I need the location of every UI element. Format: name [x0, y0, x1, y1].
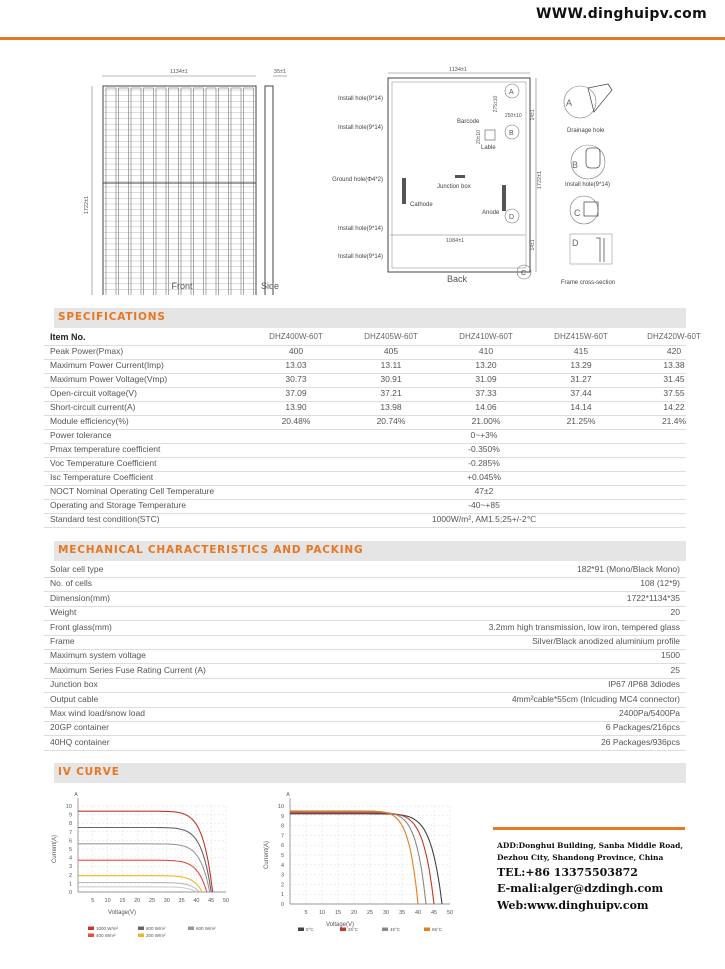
- mechanical-label: Maximum Series Fuse Rating Current (A): [50, 664, 206, 675]
- model-col: DHZ420W-60T: [647, 332, 701, 341]
- spec-value: 21.00%: [471, 416, 501, 426]
- legend-label: 65°C: [432, 927, 443, 932]
- y-tick-label: 9: [280, 813, 284, 820]
- mechanical-row: [44, 593, 686, 607]
- mechanical-row: [44, 722, 686, 736]
- legend-swatch: [340, 928, 346, 932]
- address-line-1: ADD:Donghui Building, Sanba Middle Road,: [497, 841, 683, 850]
- side-label: Side: [260, 281, 280, 291]
- legend-label: 600 W/m²: [196, 926, 216, 931]
- mechanical-label: 40HQ container: [50, 736, 110, 747]
- x-tick-label: 5: [304, 910, 308, 916]
- anode-label: Anode: [482, 210, 500, 216]
- y-tick-label: 2: [68, 872, 72, 879]
- legend-swatch: [138, 934, 144, 938]
- side-view: [261, 69, 287, 295]
- install-hole-detail-label: Install hole(9*14): [565, 182, 611, 188]
- mechanical-row: [44, 708, 686, 722]
- back-view: [332, 67, 543, 284]
- mechanical-row: [44, 636, 686, 650]
- barcode-label: Barcode: [457, 119, 480, 125]
- contact-address: [497, 840, 683, 864]
- y-tick-label: 3: [280, 872, 284, 879]
- y-tick-label: 0: [68, 890, 72, 896]
- mechanical-label: Output cable: [50, 693, 99, 704]
- dim-14: 14±1: [530, 109, 536, 121]
- spec-value: 1000W/m², AM1.5;25+/-2℃: [431, 514, 537, 524]
- spec-value: 30.73: [285, 374, 307, 384]
- x-tick-label: 40: [193, 898, 200, 904]
- y-tick-label: 10: [65, 804, 72, 810]
- mechanical-row: [44, 679, 686, 693]
- y-tick-label: 0: [280, 902, 284, 908]
- legend-label: 1000 W/m²: [96, 926, 119, 931]
- mechanical-label: Max wind load/snow load: [50, 708, 145, 718]
- install-hole-4: Install hole(9*14): [337, 254, 383, 260]
- spec-row: [44, 388, 686, 402]
- spec-header-row: [44, 332, 701, 346]
- mechanical-label: Junction box: [50, 679, 98, 690]
- x-tick-label: 10: [104, 898, 111, 904]
- mechanical-label: Weight: [50, 607, 77, 618]
- mechanical-row: [44, 665, 686, 679]
- y-axis-label: Current(A): [52, 834, 58, 864]
- spec-value: 415: [573, 346, 589, 356]
- specifications-title: SPECIFICATIONS: [58, 311, 166, 323]
- x-tick-label: 50: [446, 910, 454, 916]
- cathode-label: Cathode: [410, 202, 433, 208]
- mechanical-label: Solar cell type: [50, 564, 104, 574]
- detail-b: B: [572, 160, 579, 170]
- mechanical-row: [44, 578, 686, 592]
- spec-label: Maximum Power Voltage(Vmp): [50, 374, 168, 384]
- dim-275: 275±10: [493, 95, 499, 113]
- y-tick-label: 2: [280, 882, 284, 889]
- mechanical-section-bar: [44, 541, 686, 561]
- spec-row: [44, 458, 686, 472]
- y-tick-label: 1: [280, 892, 284, 899]
- callout-d: D: [509, 214, 515, 221]
- model-col: DHZ415W-60T: [554, 332, 608, 341]
- spec-value: 14.06: [475, 402, 497, 412]
- contact-rule: [493, 827, 685, 830]
- x-tick-label: 45: [430, 910, 438, 916]
- frame-cross-section-label: Frame cross-section: [560, 280, 616, 286]
- y-axis-label: Current(A): [264, 840, 270, 870]
- mechanical-label: Maximum system voltage: [50, 650, 146, 661]
- y-tick-label: 7: [280, 833, 284, 840]
- back-height-dim: 1722±1: [537, 170, 543, 190]
- x-tick-label: 40: [414, 910, 422, 916]
- mechanical-value: 4mm²cable*55cm (Inlcuding MC4 connector): [511, 693, 680, 704]
- model-col: DHZ405W-60T: [364, 332, 418, 341]
- contact-web: Web:www.dinghuipv.com: [497, 899, 649, 912]
- spec-label: Operating and Storage Temperature: [50, 500, 186, 510]
- detail-a: A: [566, 98, 573, 108]
- iv-title: IV CURVE: [58, 766, 120, 778]
- lable-label: Lable: [481, 145, 496, 151]
- spec-row: [44, 416, 686, 430]
- spec-label: Standard test condition(STC): [50, 514, 160, 524]
- dim-20: 20±10: [476, 130, 482, 144]
- legend-swatch: [382, 928, 388, 932]
- spec-value: 20.48%: [281, 416, 311, 426]
- mechanical-value: 108 (12*9): [640, 578, 680, 589]
- y-tick-label: 1: [68, 881, 72, 888]
- spec-value: 47±2: [474, 486, 494, 496]
- mechanical-value: 1722*1134*35: [626, 592, 680, 603]
- spec-value: 0~+3%: [470, 430, 498, 440]
- mechanical-value: 182*91 (Mono/Black Mono): [576, 564, 680, 574]
- model-col: DHZ400W-60T: [269, 332, 323, 341]
- spec-value: -0.350%: [468, 444, 500, 454]
- spec-value: 13.29: [570, 360, 592, 370]
- spec-value: 405: [383, 346, 399, 356]
- spec-value: 13.03: [285, 360, 307, 370]
- spec-value: 13.38: [663, 360, 685, 370]
- ground-hole: Ground hole(Φ4*2): [332, 177, 383, 183]
- x-tick-label: 25: [148, 898, 156, 904]
- mechanical-row: [44, 607, 686, 621]
- x-tick-label: 5: [91, 898, 95, 904]
- drainage-hole-label: Drainage hole: [567, 128, 605, 134]
- y-tick-label: 7: [68, 829, 72, 836]
- x-tick-label: 10: [318, 910, 326, 916]
- legend-label: 5°C: [306, 927, 314, 932]
- x-tick-label: 30: [382, 910, 390, 916]
- spec-row: [44, 402, 686, 416]
- legend-label: 25°C: [348, 927, 359, 932]
- x-tick-label: 15: [334, 910, 342, 916]
- spec-label: Voc Temperature Coefficient: [50, 458, 157, 468]
- install-hole-2: Install hole(9*14): [337, 125, 383, 131]
- mechanical-value: 1500: [661, 650, 680, 661]
- callout-c: C: [521, 270, 527, 277]
- spec-row: [44, 500, 686, 514]
- front-label: Front: [171, 281, 193, 291]
- back-label: Back: [446, 274, 468, 284]
- x-tick-label: 15: [119, 898, 126, 904]
- spec-label: Peak Power(Pmax): [50, 346, 124, 356]
- spec-value: 13.90: [285, 402, 307, 412]
- y-tick-label: 9: [68, 812, 72, 819]
- y-axis-top-label: A: [74, 792, 78, 798]
- dim-14b: 14±1: [530, 239, 536, 251]
- spec-row: [44, 374, 686, 388]
- spec-value: 13.11: [380, 360, 402, 370]
- mechanical-value: Silver/Black anodized aluminium profile: [532, 636, 680, 646]
- spec-value: 37.09: [285, 388, 307, 398]
- install-hole-1: Install hole(9*14): [337, 96, 383, 102]
- y-tick-label: 5: [68, 847, 72, 853]
- mechanical-value: 2400Pa/5400Pa: [619, 708, 680, 718]
- y-tick-label: 8: [68, 821, 72, 828]
- legend-label: 400 W/m²: [96, 933, 116, 938]
- spec-value: 400: [288, 346, 304, 356]
- mechanical-label: Dimension(mm): [50, 592, 110, 603]
- legend-label: 200 W/m²: [146, 933, 166, 938]
- mechanical-title: MECHANICAL CHARACTERISTICS AND PACKING: [58, 544, 364, 556]
- legend-label: 45°C: [390, 927, 401, 932]
- spec-value: -40~+85: [468, 500, 500, 510]
- iv-section-bar: [44, 763, 686, 783]
- mechanical-label: Front glass(mm): [50, 621, 112, 632]
- legend-swatch: [88, 927, 94, 931]
- legend-swatch: [298, 928, 304, 932]
- spec-label: Isc Temperature Coefficient: [50, 472, 154, 482]
- mechanical-row: [44, 650, 686, 664]
- y-tick-label: 6: [68, 838, 72, 845]
- spec-value: +0.045%: [467, 472, 501, 482]
- spec-label: Maximum Power Current(Imp): [50, 360, 164, 370]
- spec-row: [44, 486, 686, 500]
- spec-label: NOCT Nominal Operating Cell Temperature: [50, 486, 215, 496]
- y-tick-label: 5: [280, 853, 284, 859]
- spec-label: Pmax temperature coefficient: [50, 444, 161, 454]
- y-tick-label: 3: [68, 864, 72, 871]
- mechanical-value: IP67 /IP68 3diodes: [608, 679, 680, 690]
- mechanical-value: 6 Packages/216pcs: [605, 722, 680, 733]
- legend-swatch: [188, 927, 194, 931]
- spec-value: 410: [478, 346, 494, 356]
- iv-curve: [78, 844, 210, 892]
- back-width-dim: 1134±1: [449, 67, 467, 73]
- spec-label: Power tolerance: [50, 430, 112, 440]
- spec-value: 20.74%: [376, 416, 406, 426]
- x-tick-label: 35: [178, 898, 185, 904]
- spec-value: 14.22: [663, 402, 685, 412]
- spec-value: 13.98: [380, 402, 402, 412]
- x-tick-label: 50: [222, 898, 230, 904]
- mechanical-label: 20GP container: [50, 722, 109, 733]
- spec-value: 13.20: [475, 360, 497, 370]
- specifications-section-bar: [44, 308, 686, 328]
- spec-value: 37.55: [663, 388, 685, 398]
- legend-swatch: [88, 934, 94, 938]
- detail-c: C: [574, 208, 581, 218]
- spec-value: -0.285%: [468, 458, 500, 468]
- x-axis-label: Voltage(V): [107, 910, 137, 916]
- callout-a: A: [509, 89, 514, 96]
- spec-value: 37.21: [380, 388, 402, 398]
- mechanical-row: [44, 737, 686, 751]
- spec-value: 14.14: [570, 402, 592, 412]
- y-tick-label: 10: [277, 804, 284, 810]
- front-view: [84, 69, 256, 295]
- spec-value: 30.91: [380, 374, 402, 384]
- header-website: WWW.dinghuipv.com: [536, 6, 707, 22]
- side-width-dim: 35±1: [273, 69, 287, 75]
- spec-label: Module efficiency(%): [50, 416, 129, 426]
- spec-value: 37.44: [570, 388, 592, 398]
- mechanical-row: [44, 694, 686, 708]
- mechanical-row: [44, 622, 686, 636]
- spec-label: Open-circuit voltage(V): [50, 388, 137, 398]
- legend-label: 800 W/m²: [146, 926, 166, 931]
- mechanical-value: 20: [670, 607, 680, 618]
- spec-value: 21.4%: [661, 416, 687, 426]
- mechanical-value: 25: [670, 664, 680, 675]
- spec-row: [44, 444, 686, 458]
- spec-row: [44, 514, 686, 528]
- spec-value: 37.33: [475, 388, 497, 398]
- module-drawings: [0, 40, 725, 295]
- y-tick-label: 4: [280, 862, 284, 869]
- x-tick-label: 20: [350, 910, 358, 916]
- junction-box-label: Junction box: [437, 184, 471, 190]
- detail-views: [561, 84, 615, 286]
- mechanical-label: Frame: [50, 636, 75, 646]
- spec-row: [44, 360, 686, 374]
- x-tick-label: 20: [134, 898, 141, 904]
- y-axis-top-label: A: [286, 792, 290, 798]
- contact-tel: TEL:+86 13375503872: [497, 866, 638, 879]
- address-line-2: Dezhou City, Shandong Province, China: [497, 853, 664, 862]
- item-no-label: Item No.: [50, 332, 86, 342]
- mechanical-row: [44, 564, 686, 578]
- spec-row: [44, 346, 686, 360]
- model-col: DHZ410W-60T: [459, 332, 513, 341]
- spec-value: 31.27: [570, 374, 592, 384]
- front-height-dim: 1722±1: [84, 195, 90, 215]
- legend-swatch: [424, 928, 430, 932]
- spec-value: 31.09: [475, 374, 497, 384]
- x-tick-label: 35: [398, 910, 406, 916]
- legend-swatch: [138, 927, 144, 931]
- mechanical-value: 3.2mm high transmission, low iron, tempered glass: [488, 621, 680, 632]
- back-inner-width-dim: 1084±1: [445, 238, 465, 244]
- callout-b: B: [509, 130, 514, 137]
- spec-value: 420: [666, 346, 682, 356]
- mechanical-value: 26 Packages/936pcs: [601, 736, 680, 747]
- iv-chart-irradiance: [40, 792, 250, 947]
- x-tick-label: 25: [366, 910, 374, 916]
- dim-250: 250±10: [505, 113, 522, 119]
- contact-email: E-mali:alger@dzdingh.com: [497, 882, 664, 895]
- spec-value: 31.45: [663, 374, 685, 384]
- y-tick-label: 6: [280, 843, 284, 850]
- x-tick-label: 30: [163, 898, 170, 904]
- y-tick-label: 4: [68, 855, 72, 862]
- install-hole-3: Install hole(9*14): [337, 226, 383, 232]
- y-tick-label: 8: [280, 823, 284, 830]
- spec-row: [44, 472, 686, 486]
- front-width-dim: 1134±1: [170, 69, 188, 75]
- x-axis-label: Voltage(V): [325, 922, 355, 928]
- spec-row: [44, 430, 686, 444]
- spec-label: Short-circuit current(A): [50, 402, 136, 412]
- spec-value: 21.25%: [566, 416, 596, 426]
- iv-chart-temperature: [258, 792, 473, 947]
- x-tick-label: 45: [208, 898, 215, 904]
- detail-d: D: [572, 238, 579, 248]
- mechanical-label: No. of cells: [50, 578, 93, 589]
